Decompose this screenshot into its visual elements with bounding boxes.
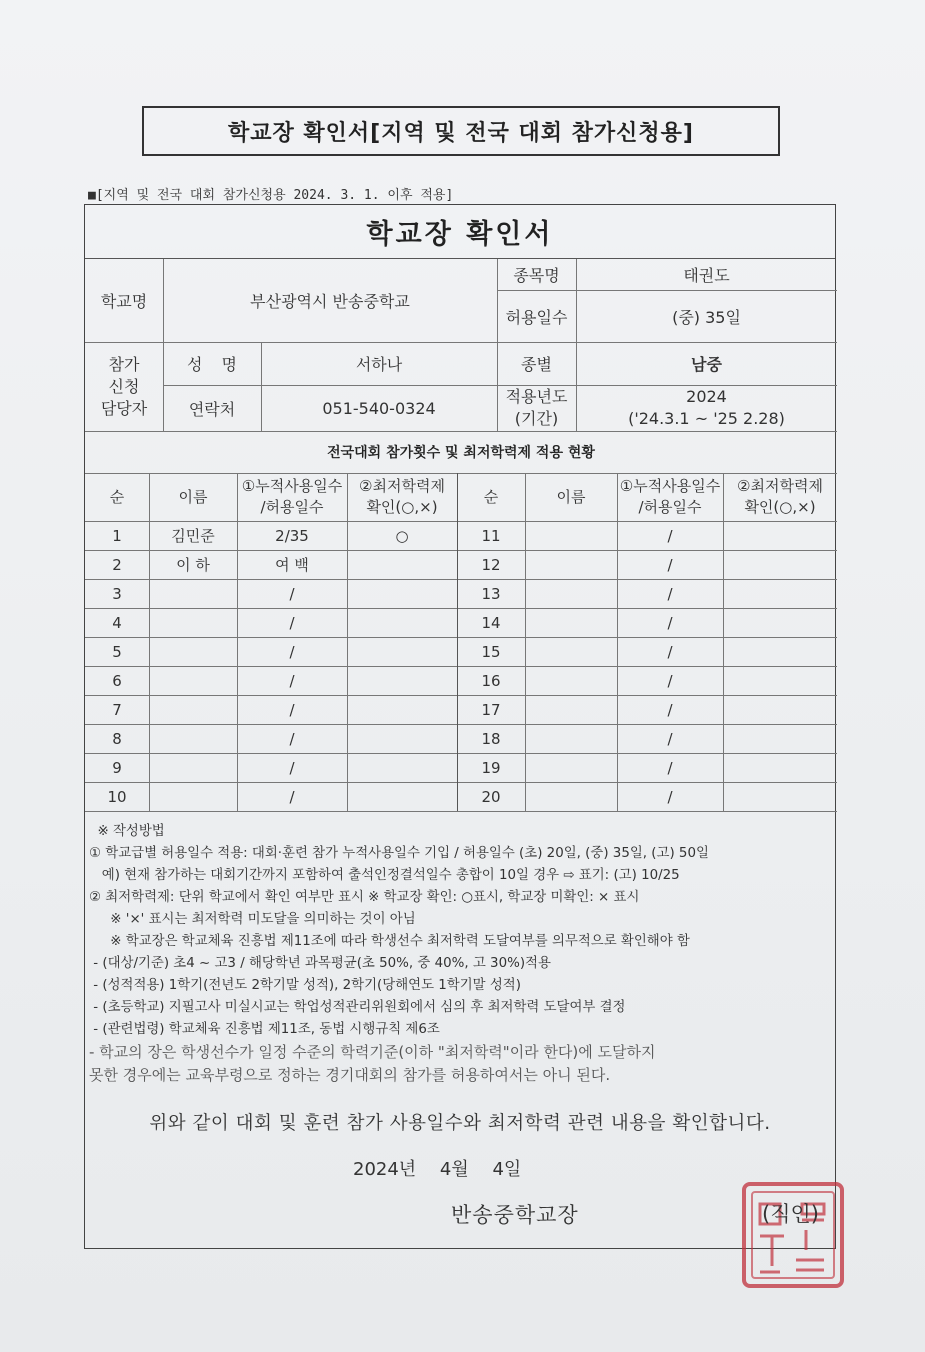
table-cell-check (723, 782, 837, 811)
table-cell-check (723, 753, 837, 782)
table-cell-check (723, 608, 837, 637)
seal-label: (직인) (762, 1202, 819, 1226)
document-heading: 학교장 확인서[지역 및 전국 대회 참가신청용] (228, 120, 694, 146)
contact-label: 연락처 (188, 399, 236, 419)
rule (85, 753, 837, 754)
col-days-left (237, 473, 347, 521)
table-cell-days: / (289, 671, 295, 690)
instruction-line: - (관련법령) 학교체육 진흥법 제11조, 동법 시행규칙 제6조 (89, 1022, 440, 1037)
instruction-line: ※ 작성방법 (89, 824, 165, 839)
rule (457, 473, 458, 811)
allowed-days-value: (중) 35일 (672, 307, 741, 327)
table-cell-no: 3 (112, 584, 122, 603)
year-label-line: (기간) (514, 409, 559, 428)
col-min-line: ②최저학력제 (359, 477, 445, 495)
rule (85, 579, 837, 580)
table-cell-name (149, 695, 237, 724)
table-cell-days: / (667, 642, 673, 661)
table-cell-days: / (667, 787, 673, 806)
table-cell-check (347, 666, 457, 695)
instruction-line: ※ 학교장은 학교체육 진흥법 제11조에 따라 학생선수 최저학력 도달여부를 의무적으로 확인해야 함 (89, 934, 690, 949)
table-cell-days: / (289, 729, 295, 748)
table-cell-check (347, 608, 457, 637)
contact-value: 051-540-0324 (322, 398, 436, 418)
table-cell-days: / (289, 642, 295, 661)
applicability-note: ■[지역 및 전국 대회 참가신청용 2024. 3. 1. 이후 적용] (88, 188, 454, 203)
category-value: 남중 (691, 355, 722, 374)
allowed-days-label: 허용일수 (505, 307, 568, 327)
table-cell-name (525, 666, 617, 695)
table-cell-name (525, 753, 617, 782)
table-cell-check (723, 637, 837, 666)
col-days-line: /허용일수 (260, 498, 324, 516)
table-cell-check (347, 724, 457, 753)
table-cell-no: 5 (112, 642, 122, 661)
table-cell-name: 김민준 (171, 527, 215, 545)
col-name-right: 이름 (556, 487, 586, 506)
table-cell-days: / (289, 758, 295, 777)
issue-date: 2024년 4월 4일 (353, 1159, 522, 1180)
col-no-left: 순 (109, 487, 125, 506)
table-cell-no: 18 (481, 729, 501, 748)
name-value: 서하나 (355, 355, 403, 374)
table-cell-name (149, 579, 237, 608)
table-cell-name (525, 608, 617, 637)
category-label: 종별 (521, 355, 552, 374)
instruction-line: - (성적적용) 1학기(전년도 2학기말 성적), 2학기(당해연도 1학기말 성적) (89, 978, 521, 993)
year-value-line: 2024 (686, 387, 727, 406)
table-cell-days: / (289, 584, 295, 603)
table-cell-check (347, 695, 457, 724)
col-min-line: ②최저학력제 (737, 477, 823, 495)
table-cell-no: 8 (112, 729, 122, 748)
table-cell-check (723, 521, 837, 550)
col-min-right (723, 473, 837, 521)
table-cell-days: / (667, 555, 673, 574)
table-cell-days: / (289, 700, 295, 719)
instruction-line: ① 학교급별 허용일수 적용: 대회·훈련 참가 누적사용일수 기입 / 허용일수 (초) 20일, (중) 35일, (고) 50일 (89, 846, 709, 861)
table-cell-name (525, 579, 617, 608)
table-cell-name (525, 724, 617, 753)
rule (85, 550, 837, 551)
rule (85, 811, 837, 812)
col-name-left: 이름 (178, 487, 208, 506)
table-cell-check (347, 753, 457, 782)
table-cell-days: / (667, 729, 673, 748)
col-days-right (617, 473, 723, 521)
year-value (576, 385, 837, 431)
table-cell-check (723, 579, 837, 608)
table-cell-days: / (289, 613, 295, 632)
table-cell-name (149, 608, 237, 637)
rule (85, 724, 837, 725)
table-cell-no: 16 (481, 671, 501, 690)
table-cell-no: 1 (112, 526, 122, 545)
confirmation-form (84, 204, 836, 1249)
table-cell-name (149, 782, 237, 811)
law-line: 못한 경우에는 교육부령으로 정하는 경기대회의 참가를 허용하여서는 아니 된다. (89, 1066, 611, 1084)
rule (85, 695, 837, 696)
law-line: - 학교의 장은 학생선수가 일정 수준의 학력기준(이하 "최저학력"이라 한다)에 도달하지 (89, 1043, 656, 1061)
table-cell-days: 2/35 (275, 526, 309, 545)
principal-title: 반송중학교장 (451, 1203, 579, 1227)
table-cell-no: 6 (112, 671, 122, 690)
table-cell-no: 15 (481, 642, 501, 661)
rule (347, 473, 348, 811)
instruction-line: 예) 현재 참가하는 대회기간까지 포함하여 출석인정결석일수 총합이 10일 경우 ⇨ 표기: (고) 10/25 (89, 868, 680, 883)
rule (85, 637, 837, 638)
col-min-line: 확인(○,×) (366, 498, 438, 516)
table-cell-days: / (667, 758, 673, 777)
table-cell-no: 4 (112, 613, 122, 632)
table-cell-check (723, 550, 837, 579)
table-cell-name (525, 637, 617, 666)
school-label: 학교명 (100, 292, 148, 311)
col-min-left (347, 473, 457, 521)
instructions (89, 821, 833, 1087)
table-cell-days: / (667, 700, 673, 719)
table-cell-check (347, 782, 457, 811)
table-cell-no: 7 (112, 700, 122, 719)
status-caption: 전국대회 참가횟수 및 최저학력제 적용 현황 (327, 445, 595, 461)
instruction-lines (89, 821, 833, 1041)
table-cell-days: / (667, 584, 673, 603)
instruction-line: - (초등학교) 지필고사 미실시교는 학업성적관리위원회에서 심의 후 최저학력 도달여부 결정 (89, 1000, 626, 1015)
name-label: 성 명 (187, 355, 237, 374)
year-value-line: ('24.3.1 ~ '25 2.28) (628, 409, 785, 428)
table-cell-name (525, 695, 617, 724)
col-days-line: ①누적사용일수 (619, 477, 721, 495)
col-days-line: ①누적사용일수 (241, 477, 343, 495)
table-cell-no: 10 (107, 787, 127, 806)
school-value: 부산광역시 반송중학교 (250, 292, 410, 311)
rule (149, 473, 150, 811)
table-cell-name (149, 753, 237, 782)
applicant-label-line: 신청 (108, 376, 140, 396)
confirmation-statement: 위와 같이 대회 및 훈련 참가 사용일수와 최저학력 관련 내용을 확인합니다. (149, 1113, 771, 1134)
table-cell-days: / (289, 787, 295, 806)
col-no-right: 순 (483, 487, 499, 506)
table-cell-name (525, 550, 617, 579)
table-cell-name (525, 782, 617, 811)
rule (85, 521, 837, 522)
col-min-line: 확인(○,×) (744, 498, 816, 516)
table-cell-name (149, 724, 237, 753)
document-heading-box (142, 106, 780, 156)
sport-value: 태권도 (683, 266, 730, 285)
table-cell-no: 12 (481, 555, 501, 574)
year-label (497, 385, 576, 431)
form-title: 학교장 확인서 (85, 205, 835, 259)
table-cell-days: 여 백 (275, 556, 309, 574)
table-cell-no: 20 (481, 787, 501, 806)
table-cell-days: / (667, 671, 673, 690)
table-cell-name (525, 521, 617, 550)
applicant-label (85, 342, 163, 431)
table-cell-no: 13 (481, 584, 501, 603)
table-cell-days: / (667, 526, 673, 545)
official-seal-icon (740, 1180, 846, 1290)
table-cell-check (347, 637, 457, 666)
table-cell-check: ○ (395, 526, 409, 545)
rule (237, 473, 238, 811)
rule (617, 473, 618, 811)
table-cell-check (347, 579, 457, 608)
col-days-line: /허용일수 (638, 498, 702, 516)
table-cell-no: 17 (481, 700, 501, 719)
table-cell-check (723, 666, 837, 695)
sport-label: 종목명 (513, 266, 560, 285)
rule (85, 608, 837, 609)
table-cell-check (723, 695, 837, 724)
table-cell-name (149, 666, 237, 695)
applicant-label-line: 담당자 (100, 398, 148, 418)
table-cell-no: 19 (481, 758, 501, 777)
year-label-line: 적용년도 (505, 387, 568, 406)
table-cell-days: / (667, 613, 673, 632)
table-cell-no: 14 (481, 613, 501, 632)
table-cell-check (723, 724, 837, 753)
rule (723, 473, 724, 811)
instruction-line: ② 최저학력제: 단위 학교에서 확인 여부만 표시 ※ 학교장 확인: ○표시, 학교장 미확인: × 표시 (89, 890, 640, 905)
table-cell-check (347, 550, 457, 579)
table-cell-no: 9 (112, 758, 122, 777)
rule (85, 666, 837, 667)
table-cell-name (149, 637, 237, 666)
instruction-line: - (대상/기준) 초4 ~ 고3 / 해당학년 과목평균(초 50%, 중 40%, 고 30%)적용 (89, 956, 551, 971)
applicant-label-line: 참가 (108, 354, 140, 374)
rule (85, 782, 837, 783)
instruction-line: ※ '×' 표시는 최저학력 미도달을 의미하는 것이 아님 (89, 912, 416, 927)
table-cell-name: 이 하 (176, 556, 210, 574)
rule (525, 473, 526, 811)
table-cell-no: 11 (481, 526, 501, 545)
table-cell-no: 2 (112, 555, 122, 574)
